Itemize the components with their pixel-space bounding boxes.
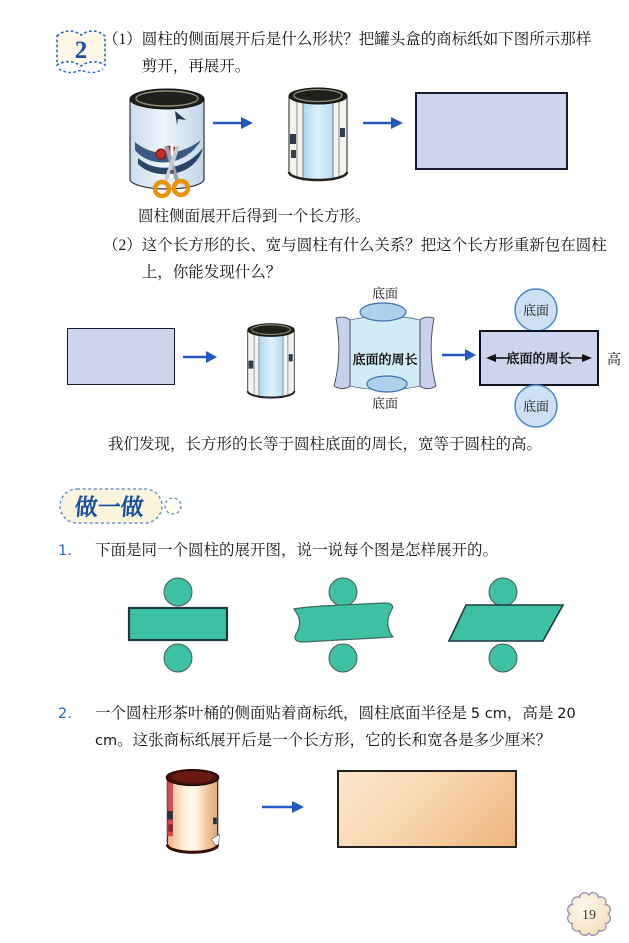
net-parallelogram-body (449, 605, 563, 641)
do-it-label: 做一做 (73, 494, 145, 520)
question-2-number: （2） (103, 237, 142, 254)
radius-value: 5 cm (470, 706, 507, 722)
arrow-right-icon (363, 116, 403, 130)
exercise-2-text-part: 一个圆柱形茶叶桶的侧面贴着商标纸，圆柱底面半径是 (95, 705, 471, 722)
exercise-1 (58, 538, 603, 565)
canister-lid-top (172, 771, 213, 782)
arrow-right-icon (262, 800, 304, 814)
caption-unfold-result: 圆柱侧面展开后得到一个长方形。 (138, 208, 371, 225)
labeled-net-diagram (466, 288, 629, 428)
badge-tail-circle (165, 498, 181, 514)
finding-text: 我们发现，长方形的长等于圆柱底面的周长，宽等于圆柱的高。 (108, 436, 543, 453)
do-it-badge (57, 482, 189, 530)
circumference-label: 底面的周长 (506, 351, 572, 366)
net-rect-body (129, 608, 227, 640)
bare-can-body (303, 98, 333, 180)
net-circle-bottom (164, 644, 192, 672)
net-circle-top (489, 578, 517, 606)
net-wavy-band (290, 576, 402, 674)
net-parallelogram (445, 576, 571, 674)
circumference-label: 底面的周长 (352, 352, 418, 367)
base-ellipse-bottom (367, 376, 407, 392)
tea-canister-illustration (158, 763, 228, 863)
height-label: 高 (607, 353, 621, 368)
scissors-pivot (170, 170, 174, 174)
base-label: 底面 (522, 399, 550, 414)
exercise-2-text-part: 。这张商标纸展开后是一个长方形，它的长和宽各是多少厘米？ (117, 731, 552, 749)
label-print-mark (168, 824, 173, 831)
exercise-2-number: 2. (58, 706, 72, 722)
base-ellipse-top (360, 303, 406, 321)
arrow-right-icon (183, 350, 217, 364)
arrow-right-icon (213, 116, 253, 130)
question-2-text: 这个长方形的长、宽与圆柱有什么关系？把这个长方形重新包在圆柱上，你能发现什么？ (141, 237, 607, 281)
question-1-number: （1） (103, 31, 142, 48)
page-number-badge (565, 890, 613, 938)
peeled-can-illustration (281, 86, 355, 188)
exercise-1-text: 下面是同一个圆柱的展开图，说一说每个图是怎样展开的。 (95, 542, 499, 559)
base-label-top: 底面 (371, 286, 399, 301)
label-print-mark (213, 818, 217, 825)
exercise-2 (58, 701, 608, 755)
page-number: 19 (582, 908, 596, 923)
example-number: 2 (74, 37, 88, 64)
rectangle-to-wrap (67, 328, 175, 385)
question-2 (103, 233, 615, 287)
net-circle-top (329, 578, 357, 606)
label-print-mark (291, 150, 296, 158)
cherry-icon (156, 149, 166, 159)
book-pages-icon (59, 69, 103, 73)
can-with-scissors-illustration (115, 84, 225, 202)
question-1-text: 圆柱的侧面展开后是什么形状？把罐头盒的商标纸如下图所示那样剪开，再展开。 (141, 31, 592, 75)
unfolded-tea-label-rectangle (337, 770, 517, 848)
net-circle-bottom (489, 644, 517, 672)
height-value: 20 cm (95, 706, 576, 749)
unfolded-label-rectangle (415, 92, 568, 170)
bare-can-body (259, 332, 283, 398)
unrolling-cylinder-diagram (330, 286, 440, 412)
small-can-illustration (240, 322, 302, 404)
label-print-mark (167, 811, 173, 819)
example-2-book-badge (52, 25, 110, 81)
label-print-mark (290, 134, 296, 144)
label-print-mark (289, 354, 293, 361)
net-rectangle (118, 576, 233, 674)
exercise-2-text-part: ，高是 (506, 705, 558, 722)
exercise-1-number: 1. (58, 543, 72, 559)
net-circle-bottom (329, 644, 357, 672)
label-print-mark (340, 128, 345, 137)
curled-flap-left (334, 317, 350, 389)
net-circle-top (164, 578, 192, 606)
canister-body (167, 778, 217, 854)
net-band-body (294, 603, 393, 642)
curled-flap-right (420, 317, 436, 389)
base-label-bottom: 底面 (371, 396, 399, 411)
label-print-mark (248, 361, 253, 369)
question-1 (103, 27, 605, 81)
base-label: 底面 (522, 303, 550, 318)
exercise-2-text (95, 701, 608, 755)
